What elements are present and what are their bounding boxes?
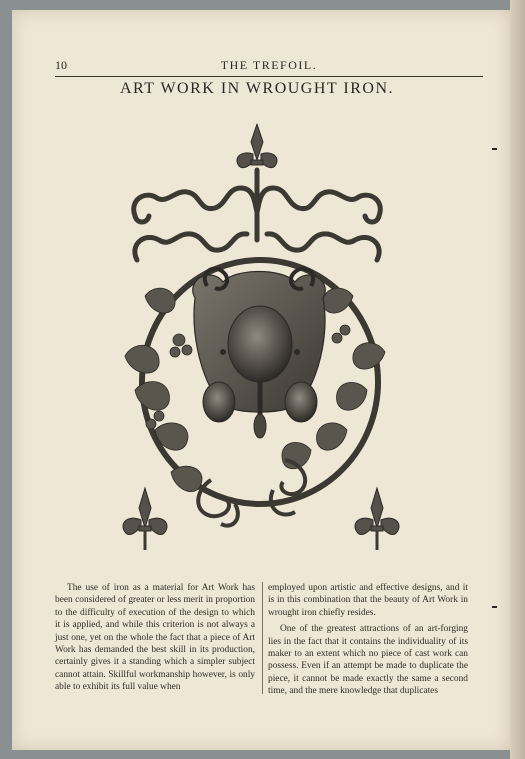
article-title: ART WORK IN WROUGHT IRON. bbox=[119, 80, 395, 97]
fleur-de-lis-top bbox=[237, 124, 277, 168]
fleur-de-lis-left bbox=[123, 488, 167, 550]
fleur-de-lis-right bbox=[355, 488, 399, 550]
running-title: THE TREFOIL. bbox=[220, 58, 318, 72]
binding-mark bbox=[492, 606, 497, 608]
wrought-iron-illustration bbox=[115, 120, 405, 560]
page-edge bbox=[510, 0, 525, 759]
paragraph: The use of iron as a material for Art Work has been considered of greater or less merit in proportion to the difficulty of execution of the design to which it is applied, and while this criterion is not always a just one, yet on the whole the fact that a piece of Art Work has demanded the best skill in its production, certainly gives it a standing which a simpler subject cannot attain. Skillful workmanship however, is only able to exhibit its full value when bbox=[55, 583, 255, 693]
column-divider bbox=[262, 582, 263, 694]
page-number: 10 bbox=[55, 58, 67, 72]
paragraph: employed upon artistic and effective designs, and it is in this combination that the beauty of Art Work in wrought iron chiefly resides. bbox=[268, 583, 468, 618]
left-foliage bbox=[125, 288, 202, 491]
binding-mark bbox=[492, 148, 497, 150]
lower-scrolls bbox=[135, 170, 379, 260]
text-column-right bbox=[268, 582, 468, 702]
running-header bbox=[55, 58, 483, 77]
text-column-left bbox=[55, 582, 255, 698]
central-plate bbox=[193, 269, 325, 438]
paragraph: One of the greatest attractions of an art-forging lies in the fact that it contains the individuality of its maker to an extent which no piece of cast work can possess. Even if an attempt be made to duplicate the piece, it cannot be made exactly the same a second time, and the mere knowledge that duplicates bbox=[268, 624, 468, 697]
